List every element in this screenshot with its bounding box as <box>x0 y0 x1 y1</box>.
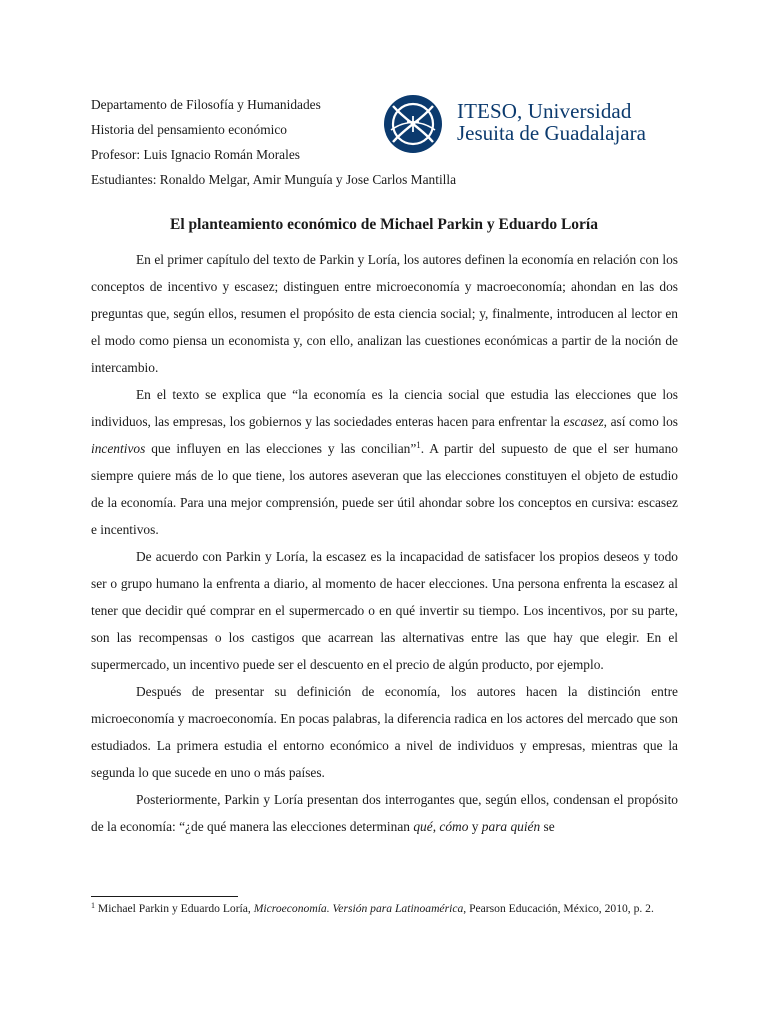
iteso-logo <box>381 92 681 156</box>
logo-name-line1: ITESO, Universidad <box>457 99 632 123</box>
paragraph-4: Después de presentar su definición de economía, los autores hacen la distinción entre microeconomía y macroeconomía. En pocas palabras, la diferencia radica en los actores del mercado que son estudiados. La primera estudia el entorno económico a nivel de individuos y empresas, mientras que la segunda lo que sucede en uno o más países. <box>91 684 678 780</box>
document-body <box>91 246 678 840</box>
professor-line: Profesor: Luis Ignacio Román Morales <box>91 147 300 162</box>
footnote-separator <box>91 896 238 897</box>
iteso-seal-icon <box>381 92 445 156</box>
logo-name-line2: Jesuita de Guadalajara <box>457 121 646 145</box>
document-title: El planteamiento económico de Michael Parkin y Eduardo Loría <box>170 216 598 233</box>
paragraph-5: Posteriormente, Parkin y Loría presentan dos interrogantes que, según ellos, condensan el propósito de la economía: “¿de qué manera las elecciones determinan qué, cómo y para quién se <box>91 792 678 834</box>
footnote-number: 1 <box>91 901 95 910</box>
footnote-1: $^1$ Michael Parkin y Eduardo Loría, Microeconomía. Versión para Latinoamérica, Pearson Educación, México, 2010, p. 2. <box>91 901 654 915</box>
paragraph-3: De acuerdo con Parkin y Loría, la escasez es la incapacidad de satisfacer los propios deseos y todo ser o grupo humano la enfrenta a diario, al momento de hacer elecciones. Una persona enfrenta la escasez al tener que decidir qué comprar en el supermercado o en qué invertir su tiempo. Los incentivos, por su parte, son las recompensas o los castigos que acarrean las alternativas entre las que hay que elegir. En el supermercado, un incentivo puede ser el descuento en el precio de algún producto, por ejemplo. <box>91 549 678 672</box>
course-line: Historia del pensamiento económico <box>91 122 287 137</box>
paragraph-1: En el primer capítulo del texto de Parkin y Loría, los autores definen la economía en relación con los conceptos de incentivo y escasez; distinguen entre microeconomía y macroeconomía; ahondan en las dos preguntas que, según ellos, resumen el propósito de esta ciencia social; y, finalmente, introducen al lector en el modo como piensa un economista y, con ello, analizan las cuestiones económicas a partir de la noción de intercambio. <box>91 252 678 375</box>
department-line: Departamento de Filosofía y Humanidades <box>91 97 321 112</box>
students-line: Estudiantes: Ronaldo Melgar, Amir Munguía y Jose Carlos Mantilla <box>91 172 457 187</box>
footnote-reference[interactable]: 1 <box>416 440 421 450</box>
paragraph-2: En el texto se explica que “la economía es la ciencia social que estudia las elecciones que los individuos, las empresas, los gobiernos y las sociedades enteras hacen para enfrentar la escasez, así como los incentivos que influyen en las elecciones y las concilian”$^1$. A partir del supuesto de que el ser humano siempre quiere más de lo que tiene, los autores aseveran que las elecciones constituyen el objeto de estudio de la economía. Para una mejor comprensión, puede ser útil ahondar sobre los conceptos en cursiva: escasez e incentivos. <box>91 387 678 537</box>
